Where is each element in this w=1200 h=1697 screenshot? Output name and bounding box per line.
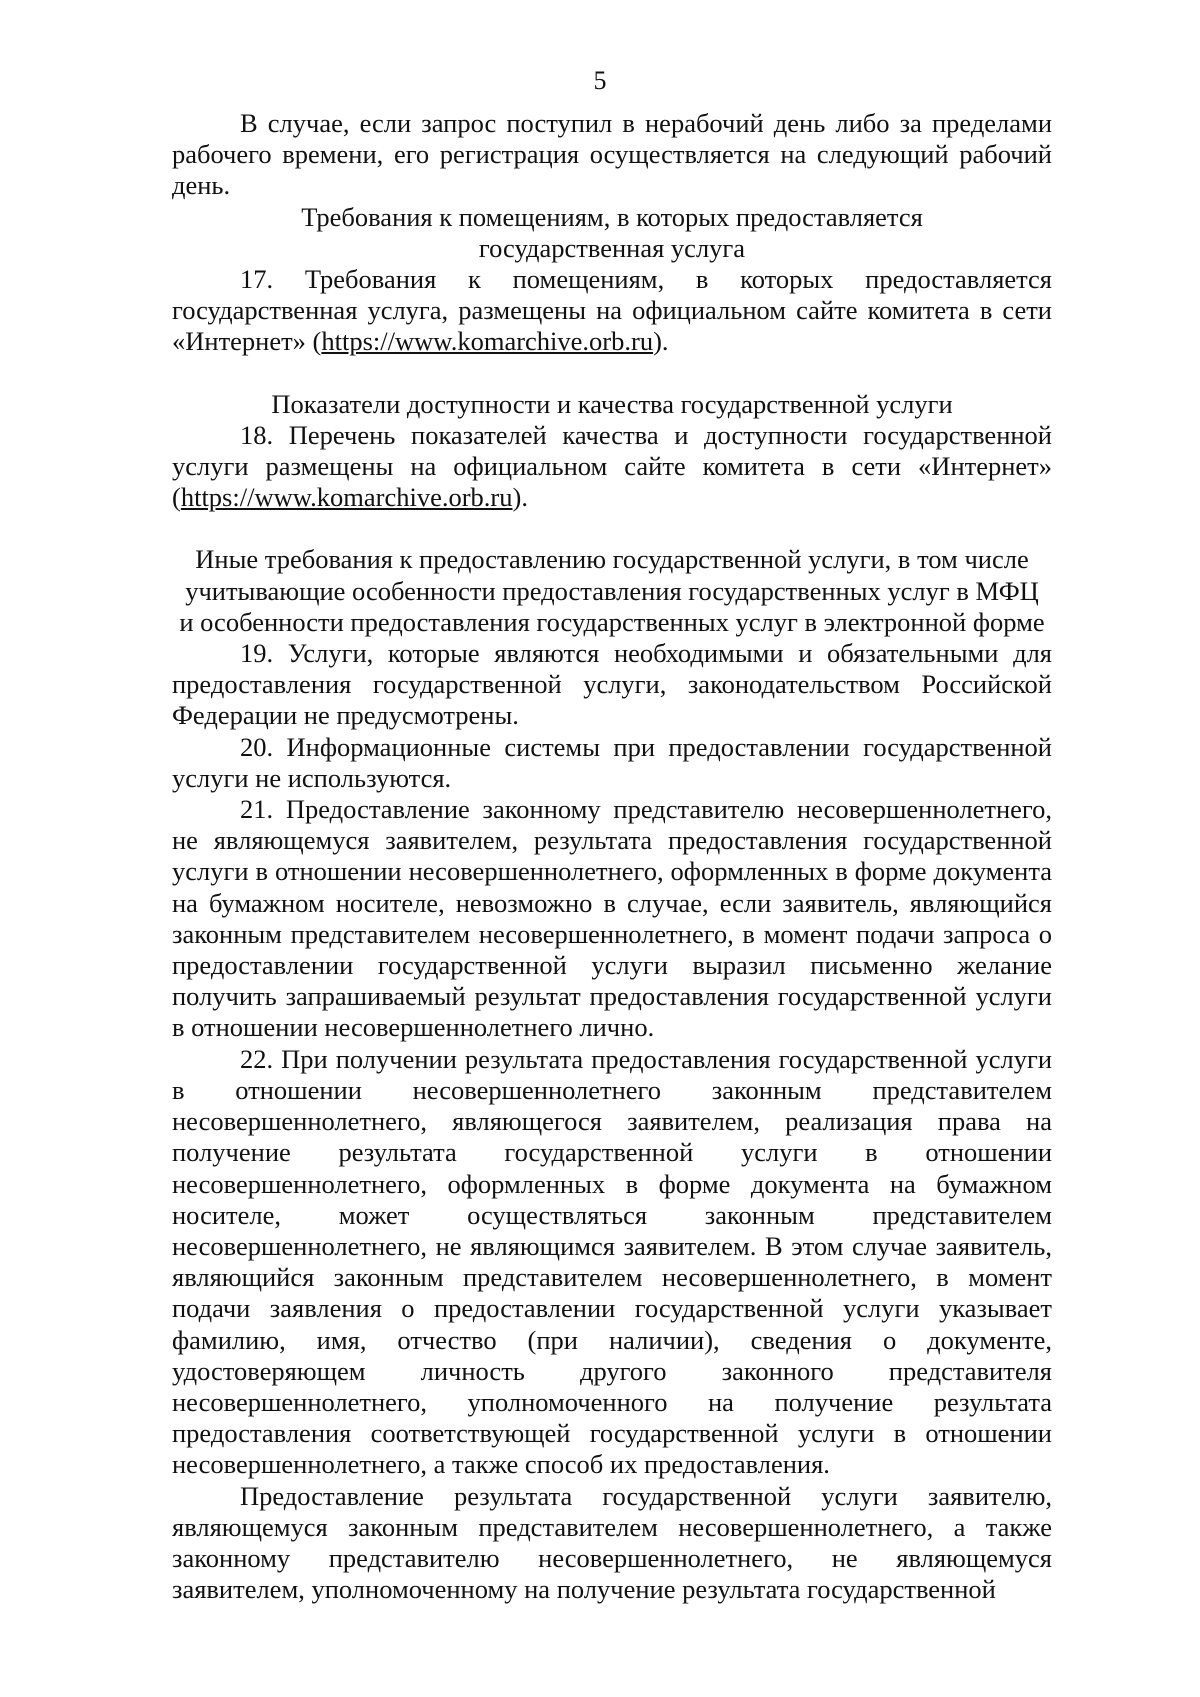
spacer <box>172 358 1052 389</box>
komarchive-link[interactable]: https://www.komarchive.orb.ru <box>180 482 513 513</box>
spacer <box>172 513 1052 544</box>
heading-line: учитывающие особенности предоставления государственных услуг в МФЦ <box>185 575 1039 606</box>
paragraph-21: 21. Предоставление законному представителю несовершеннолетнего, не являющемуся заявителем, результата предоставления государственной услуги в отношении несовершеннолетнего, оформленных в форме документа на бумажном носителе, невозможно в случае, если заявитель, являющийся законным представителем несовершеннолетнего, в момент подачи запроса о предоставлении государственной услуги выразил письменно желание получить запрашиваемый результат предоставления государственной услуги в отношении несовершеннолетнего лично. <box>172 794 1052 1043</box>
paragraph-17 <box>172 264 1052 358</box>
heading-line: Иные требования к предоставлению государственной услуги, в том числе <box>195 544 1029 575</box>
paragraph-20: 20. Информационные системы при предоставлении государственной услуги не используются. <box>172 731 1052 793</box>
paragraph-18-text: 18. Перечень показателей качества и доступности государственной услуги размещены на официальном сайте комитета в сети «Интернет» ( <box>172 419 1052 513</box>
paragraph-19: 19. Услуги, которые являются необходимыми и обязательными для предоставления государственной услуги, законодательством Российской Федерации не предусмотрены. <box>172 638 1052 731</box>
paragraph-result-delivery: Предоставление результата государственной услуги заявителю, являющемуся законным представителем несовершеннолетнего, а также законному представителю несовершеннолетнего, не являющемуся заявителем, уполномоченному на получение результата государственной <box>172 1480 1052 1605</box>
paragraph-22: 22. При получении результата предоставления государственной услуги в отношении несовершеннолетнего законным представителем несовершеннолетнего, являющегося заявителем, реализация права на получение результата государственной услуги в отношении несовершеннолетнего, оформленных в форме документа на бумажном носителе, может осуществляться законным представителем несовершеннолетнего, не являющимся заявителем. В этом случае заявитель, являющийся законным представителем несовершеннолетнего, в момент подачи заявления о предоставлении государственной услуги указывает фамилию, имя, отчество (при наличии), сведения о документе, удостоверяющем личность другого законного представителя несовершеннолетнего, уполномоченного на получение результата предоставления соответствующей государственной услуги в отношении несовершеннолетнего, а также способ их предоставления. <box>172 1043 1052 1480</box>
paragraph-18 <box>172 420 1052 514</box>
paragraph-17-tail: ). <box>653 326 669 357</box>
heading-line: Требования к помещениям, в которых предоставляется <box>301 201 923 232</box>
section-heading-indicators: Показатели доступности и качества государственной услуги <box>271 388 953 419</box>
heading-line: и особенности предоставления государственных услуг в электронной форме <box>179 606 1045 637</box>
section-heading-other-requirements <box>172 544 1052 638</box>
paragraph-17-text: 17. Требования к помещениям, в которых предоставляется государственная услуга, размещены на официальном сайте комитета в сети «Интернет» ( <box>172 264 1052 357</box>
komarchive-link[interactable]: https://www.komarchive.orb.ru <box>321 326 654 357</box>
document-body <box>172 108 1052 1605</box>
page-number: 5 <box>593 66 607 95</box>
paragraph-18-tail: ). <box>512 482 528 513</box>
paragraph-registration-day: В случае, если запрос поступил в нерабочий день либо за пределами рабочего времени, его регистрация осуществляется на следующий рабочий день. <box>172 108 1052 201</box>
section-heading-premises <box>172 202 1052 264</box>
heading-line: государственная услуга <box>478 232 746 263</box>
